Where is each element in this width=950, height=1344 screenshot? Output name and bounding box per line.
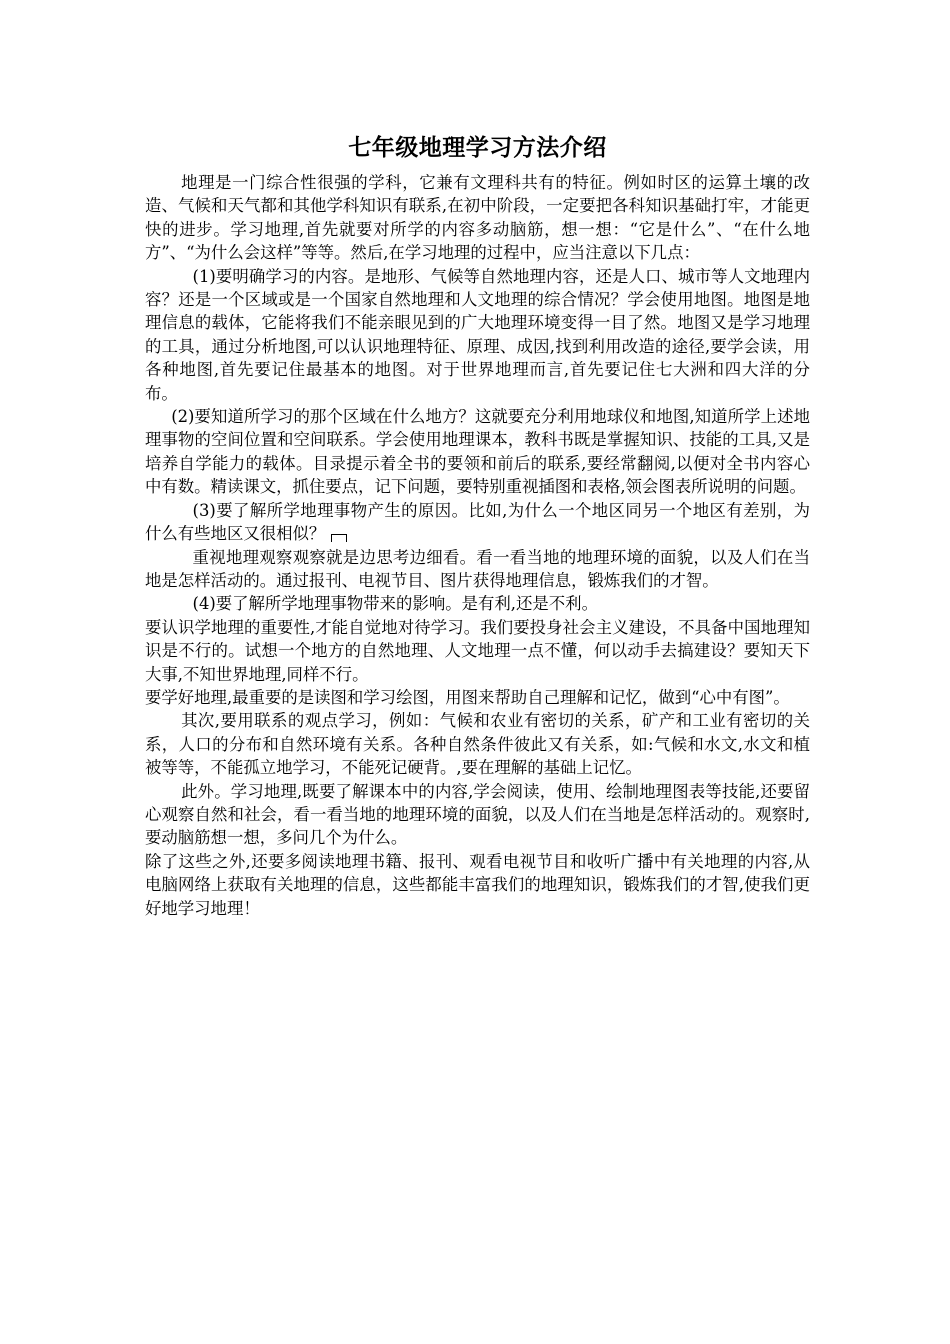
paragraph-point-4: (4)要了解所学地理事物带来的影响。是有利,还是不利。 (192, 594, 598, 614)
document-page (145, 128, 810, 920)
bracket-mark-icon (331, 534, 347, 542)
paragraph-point-1: (1)要明确学习的内容。是地形、气候等自然地理内容，还是人口、城市等人文地理内容？还是一个区域或是一个国家自然地理和人文地理的综合情况？学会使用地图。地图是地理信息的载体，它能将我们不能亲眼见到的广大地理环境变得一目了然。地图又是学习地理的工具，通过分析地图,可以认识地理特征、原理、成因,找到利用改造的途径,要学会读，用各种地图,首先要记住最基本的地图。对于世界地理而言,首先要记住七大洲和四大洋的分布。 (145, 266, 810, 403)
document-title: 七年级地理学习方法介绍 (348, 134, 607, 161)
paragraph-read-maps: 要学好地理,最重要的是读图和学习绘图，用图来帮助自己理解和记忆，做到“心中有图”。 (145, 687, 790, 707)
paragraph-intro: 地理是一门综合性很强的学科，它兼有文理科共有的特征。例如时区的运算土壤的改造、气候和天气都和其他学科知识有联系,在初中阶段，一定要把各科知识基础打牢，才能更快的进步。学习地理,首先就要对所学的内容多动脑筋，想一想：“它是什么”、“在什么地方”、“为什么会这样”等等。然后,在学习地理的过程中，应当注意以下几点： (145, 173, 810, 263)
paragraph-additionally: 此外。学习地理,既要了解课本中的内容,学会阅读，使用、绘制地理图表等技能,还要留心观察自然和社会，看一看当地的地理环境的面貌，以及人们在当地是怎样活动的。观察时,要动脑筋想一想，多问几个为什么。 (145, 781, 810, 848)
paragraph-conclusion: 除了这些之外,还要多阅读地理书籍、报刊、观看电视节目和收听广播中有关地理的内容,从电脑网络上获取有关地理的信息，这些都能丰富我们的地理知识，锻炼我们的才智,使我们更好地学习地理！ (145, 851, 810, 918)
paragraph-observation: 重视地理观察观察就是边思考边细看。看一看当地的地理环境的面貌，以及人们在当地是怎样活动的。通过报刊、电视节目、图片获得地理信息，锻炼我们的才智。 (145, 547, 810, 590)
paragraph-connections: 其次,要用联系的观点学习，例如：气候和农业有密切的关系，矿产和工业有密切的关系，人口的分布和自然环境有关系。各种自然条件彼此又有关系，如:气候和水文,水文和植被等等，不能孤立地学习，不能死记硬背。,要在理解的基础上记忆。 (145, 711, 810, 778)
paragraph-point-2: (2)要知道所学习的那个区域在什么地方？这就要充分利用地球仪和地图,知道所学上述地理事物的空间位置和空间联系。学会使用地理课本，教科书既是掌握知识、技能的工具,又是培养自学能力的载体。目录提示着全书的要领和前后的联系,要经常翻阅,以便对全书内容心中有数。精读课文，抓住要点，记下问题，要特别重视插图和表格,领会图表所说明的问题。 (145, 407, 810, 497)
paragraph-point-3 (145, 499, 810, 546)
paragraph-point-3-text: (3)要了解所学地理事物产生的原因。比如,为什么一个地区同另一个地区有差别，为什么有些地区又很相似？ (145, 500, 810, 544)
paragraph-importance: 要认识学地理的重要性,才能自觉地对待学习。我们要投身社会主义建设，不具备中国地理知识是不行的。试想一个地方的自然地理、人文地理一点不懂，何以动手去搞建设？要知天下大事,不知世界地理,同样不行。 (145, 617, 810, 684)
